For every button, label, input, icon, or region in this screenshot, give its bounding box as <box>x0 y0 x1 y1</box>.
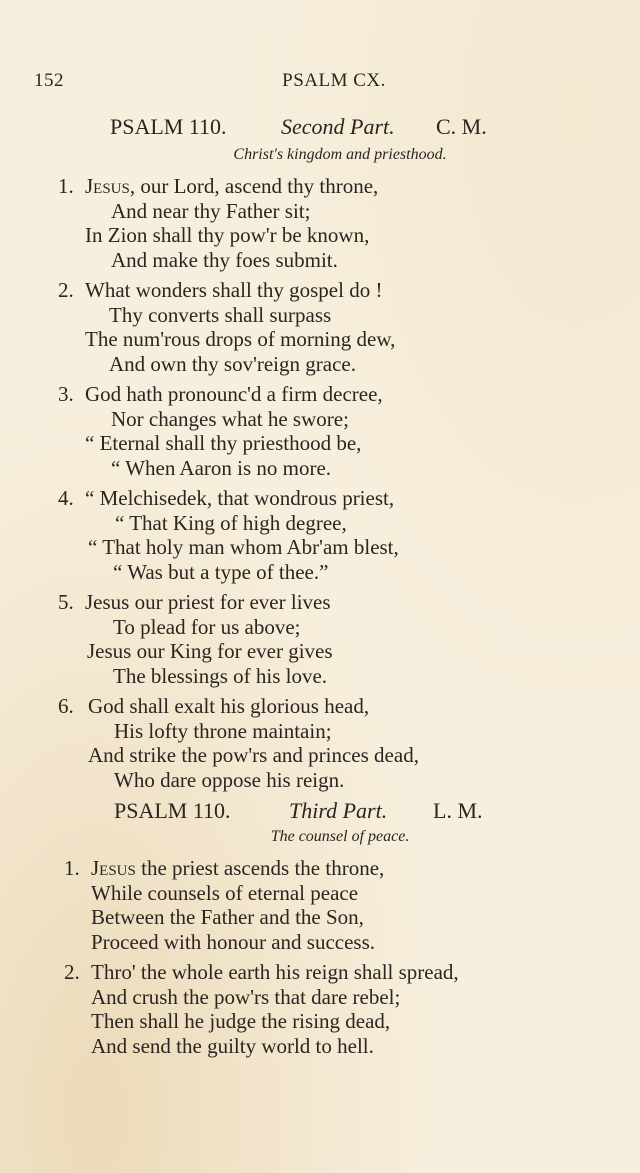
running-title: PSALM CX. <box>282 70 386 91</box>
stanza-line-text: And send the guilty world to hell. <box>91 1033 374 1058</box>
stanza-line <box>0 856 640 881</box>
stanza-line-rest: the priest ascends the throne, <box>135 856 385 880</box>
stanza-line-text: Nor changes what he swore; <box>111 406 349 431</box>
stanza-line-text: And own thy sov'reign grace. <box>109 351 356 376</box>
stanza-line-text: The blessings of his love. <box>113 663 328 688</box>
stanza-line-text: What wonders shall thy gospel do ! <box>85 278 383 302</box>
stanza-lead-word: Jesus <box>91 856 136 880</box>
stanza-line <box>0 930 640 955</box>
stanza-number: 2. <box>64 960 80 984</box>
stanza-line <box>0 664 640 689</box>
stanza-lead-word: Jesus, <box>85 174 136 198</box>
running-head <box>34 70 594 98</box>
stanza-line-text: God shall exalt his glorious head, <box>88 694 370 718</box>
hymn-meter-label: L. M. <box>433 798 483 823</box>
stanza-line-text: And strike the pow'rs and princes dead, <box>88 743 419 767</box>
stanza-line <box>0 1034 640 1059</box>
stanza-3 <box>0 382 640 480</box>
stanza-line-text: “ Melchisedek, that wondrous priest, <box>85 486 395 510</box>
hymn-meter-label: C. M. <box>436 114 487 139</box>
stanza-number: 6. <box>58 694 74 718</box>
stanza-1 <box>0 174 640 272</box>
stanza-number: 2. <box>58 278 74 302</box>
stanza-line <box>0 407 640 432</box>
stanza-line-text: And crush the pow'rs that dare rebel; <box>91 984 401 1009</box>
stanza-line-text: God hath pronounc'd a firm decree, <box>85 382 383 406</box>
stanza-line <box>0 590 640 615</box>
stanza-line <box>0 719 640 744</box>
stanza-number: 3. <box>58 382 74 406</box>
stanza-line <box>0 327 640 352</box>
stanza-line-text <box>85 174 378 198</box>
hymn-psalm-label: PSALM 110. <box>114 798 231 823</box>
stanza-number: 1. <box>64 856 80 880</box>
stanza-line-text: Thro' the whole earth his reign shall spread, <box>91 960 459 984</box>
stanza-line <box>0 743 640 768</box>
stanza-line-rest: our Lord, ascend thy throne, <box>135 174 379 198</box>
stanza-line <box>0 905 640 930</box>
stanza-line-text: “ Was but a type of thee.” <box>113 559 329 584</box>
stanza-line-text: Jesus our priest for ever lives <box>85 590 331 614</box>
stanza-line <box>0 303 640 328</box>
stanza-line-text: While counsels of eternal peace <box>91 880 359 905</box>
hymn-subtitle: The counsel of peace. <box>270 828 410 845</box>
stanza-line-text: “ That holy man whom Abr'am blest, <box>88 535 399 559</box>
hymn-heading <box>0 114 640 144</box>
stanza-line-text: To plead for us above; <box>113 614 301 639</box>
stanza-line-text: Between the Father and the Son, <box>91 905 364 929</box>
stanza-line <box>0 248 640 273</box>
stanza-line-text: His lofty throne maintain; <box>114 718 332 743</box>
stanza-line <box>0 278 640 303</box>
stanza-line <box>0 985 640 1010</box>
stanza-line-text: “ When Aaron is no more. <box>111 455 332 480</box>
stanza-line <box>0 486 640 511</box>
stanza-line <box>0 352 640 377</box>
stanza-line-text: “ That King of high degree, <box>115 510 347 535</box>
stanza-line-text: Thy converts shall surpass <box>109 302 332 327</box>
stanza-1 <box>0 856 640 954</box>
stanza-line <box>0 960 640 985</box>
stanza-line-text: And near thy Father sit; <box>111 198 311 223</box>
stanza-line <box>0 1009 640 1034</box>
stanza-6 <box>0 694 640 792</box>
stanza-line-text: Proceed with honour and success. <box>91 929 376 954</box>
stanza-line <box>0 382 640 407</box>
stanza-line <box>0 768 640 793</box>
stanza-line-text: And make thy foes submit. <box>111 247 338 272</box>
stanza-number: 5. <box>58 590 74 614</box>
stanza-4 <box>0 486 640 584</box>
stanza-line <box>0 560 640 585</box>
hymn-heading <box>0 798 640 828</box>
hymn-psalm-label: PSALM 110. <box>110 114 227 139</box>
stanza-2 <box>0 278 640 376</box>
stanza-line <box>0 174 640 199</box>
hymn-part-label: Second Part. <box>281 114 395 139</box>
stanza-line <box>0 511 640 536</box>
hymn-part-label: Third Part. <box>289 798 388 823</box>
stanza-line <box>0 535 640 560</box>
stanza-line <box>0 694 640 719</box>
stanza-line-text: Who dare oppose his reign. <box>114 767 345 792</box>
stanza-2 <box>0 960 640 1058</box>
stanza-line <box>0 881 640 906</box>
stanza-line <box>0 223 640 248</box>
stanza-line-text: The num'rous drops of morning dew, <box>85 327 396 351</box>
hymn-third-part <box>0 798 640 1058</box>
stanza-line-text: “ Eternal shall thy priesthood be, <box>85 431 362 455</box>
stanza-line <box>0 199 640 224</box>
stanza-line-text: Then shall he judge the rising dead, <box>91 1009 391 1033</box>
stanza-line-text <box>91 856 384 880</box>
stanza-line <box>0 456 640 481</box>
stanza-line <box>0 639 640 664</box>
stanza-line <box>0 431 640 456</box>
stanza-line-text: In Zion shall thy pow'r be known, <box>85 223 370 247</box>
stanza-line <box>0 615 640 640</box>
hymn-second-part <box>0 114 640 792</box>
stanza-number: 4. <box>58 486 74 510</box>
stanza-number: 1. <box>58 174 74 198</box>
stanza-line-text: Jesus our King for ever gives <box>87 639 333 663</box>
hymn-subtitle: Christ's kingdom and priesthood. <box>233 146 447 163</box>
page-number: 152 <box>34 70 64 91</box>
stanza-5 <box>0 590 640 688</box>
